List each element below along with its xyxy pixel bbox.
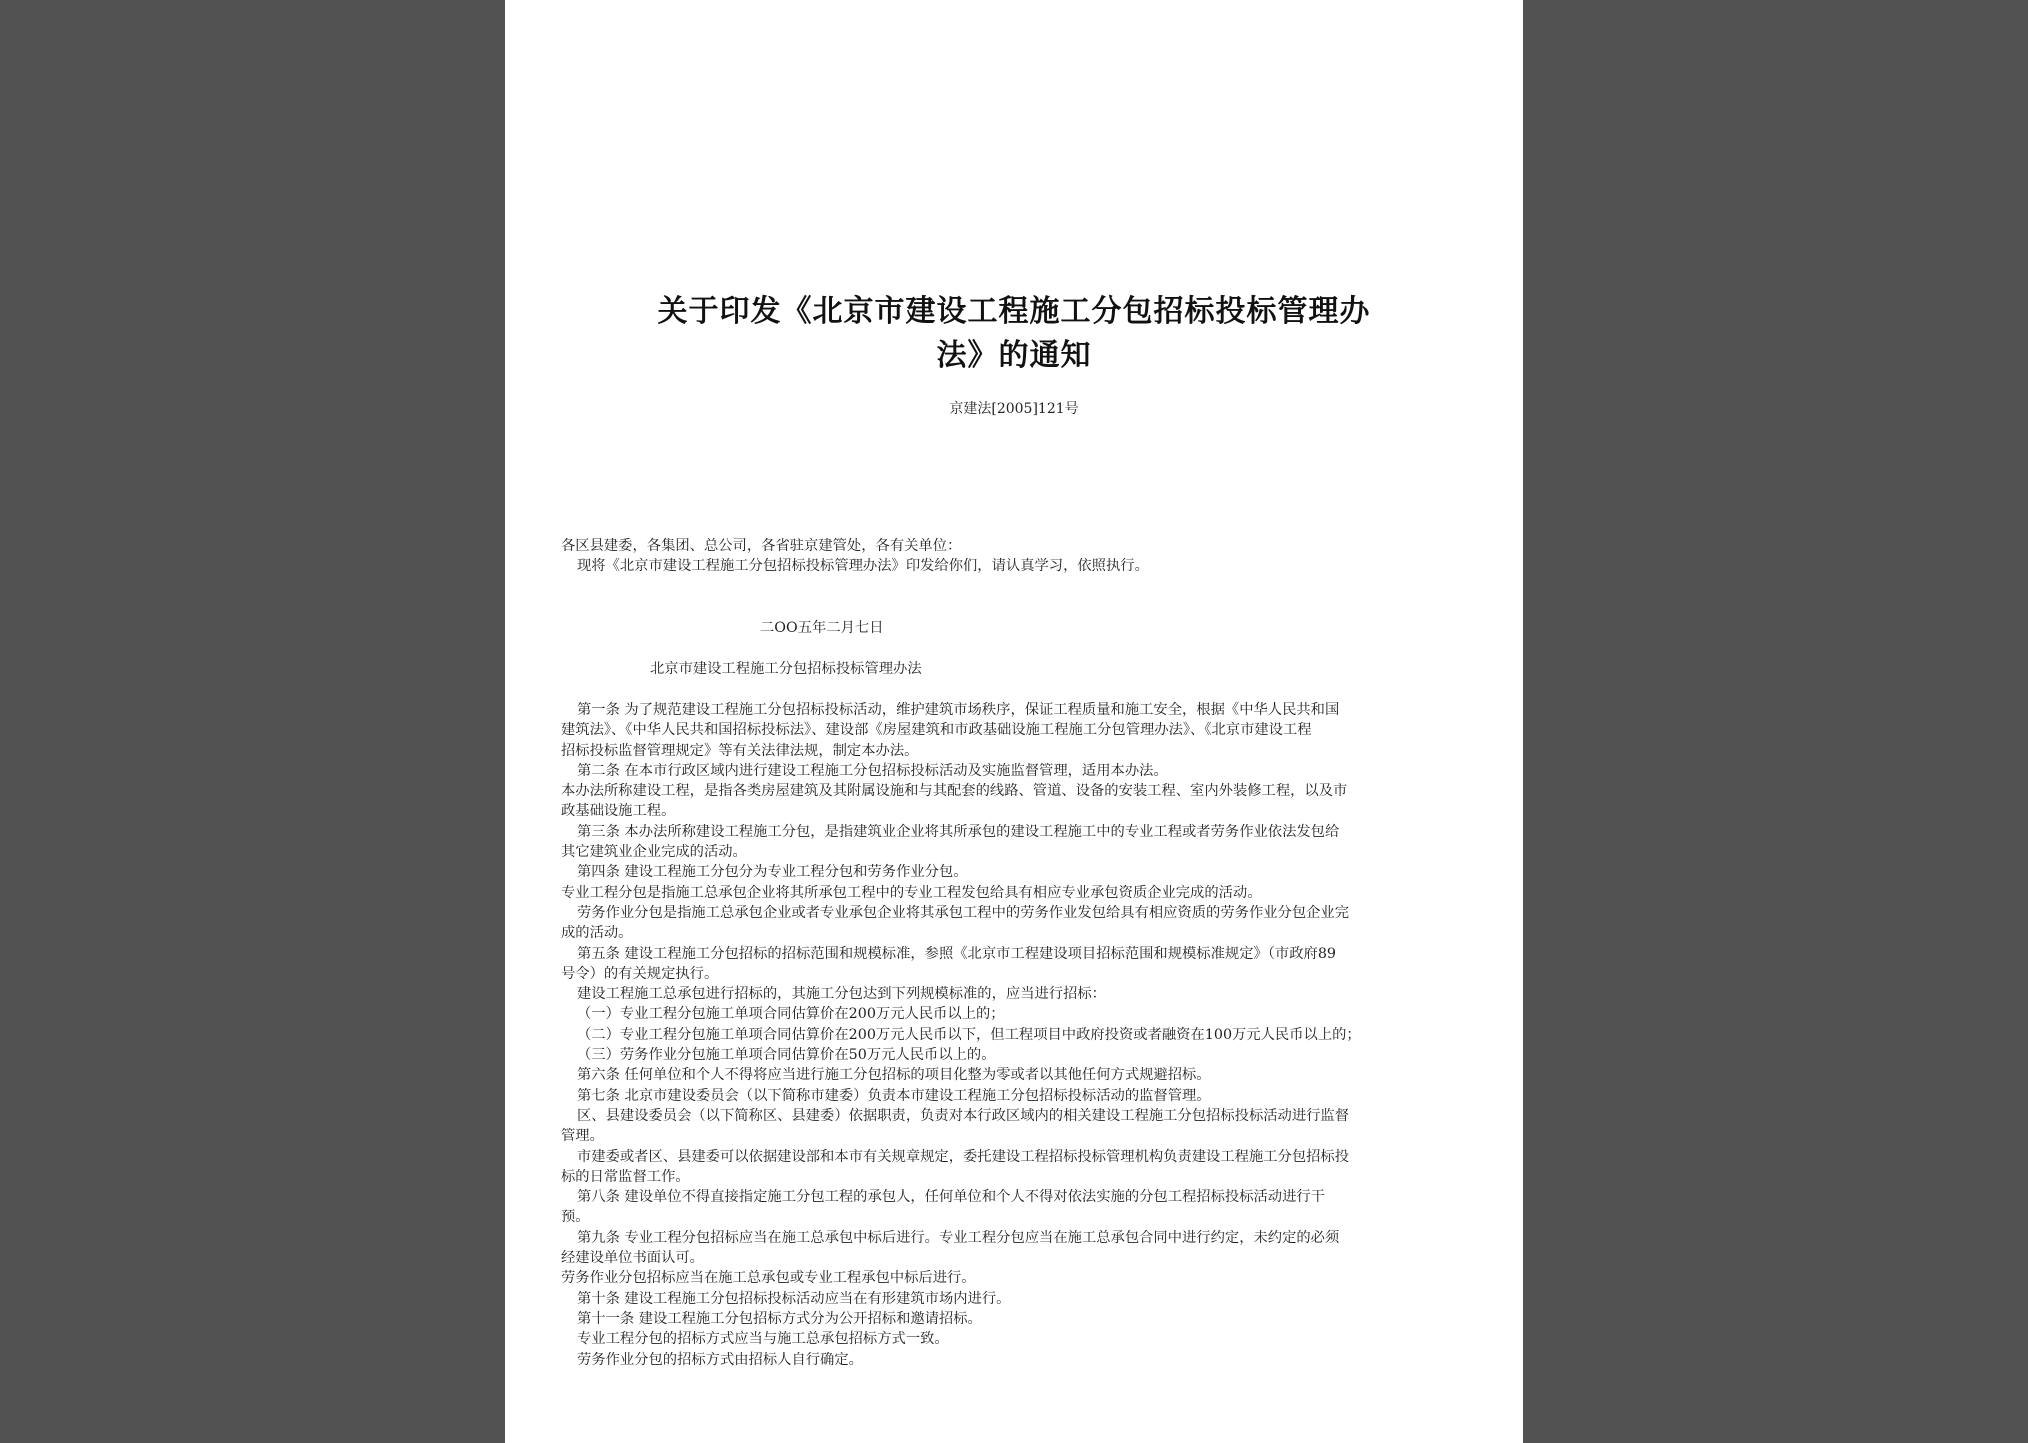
intro-line: 现将《北京市建设工程施工分包招标投标管理办法》印发给你们，请认真学习，依照执行。 (577, 558, 1149, 575)
body-line: 第四条 建设工程施工分包分为专业工程分包和劳务作业分包。 (577, 864, 968, 881)
body-line: 第三条 本办法所称建设工程施工分包，是指建筑业企业将其所承包的建设工程施工中的专业工程或者劳务作业依法发包给 (577, 823, 1340, 840)
body-line: 劳务作业分包的招标方式由招标人自行确定。 (577, 1351, 863, 1368)
body-line: 第八条 建设单位不得直接指定施工分包工程的承包人，任何单位和个人不得对依法实施的分包工程招标投标活动进行干 (577, 1189, 1325, 1206)
body-line: 招标投标监督管理规定》等有关法律法规，制定本办法。 (561, 742, 919, 759)
body-line: 政基础设施工程。 (561, 803, 676, 820)
viewer-background-left (0, 0, 505, 1443)
articles-body (561, 700, 1476, 1370)
body-line: 第十一条 建设工程施工分包招标方式分为公开招标和邀请招标。 (577, 1310, 982, 1327)
body-line: 经建设单位书面认可。 (561, 1250, 704, 1267)
viewer-background-right (1523, 0, 2028, 1443)
document-title (565, 290, 1463, 378)
body-line: 本办法所称建设工程，是指各类房屋建筑及其附属设施和与其配套的线路、管道、设备的安装工程、室内外装修工程，以及市 (561, 783, 1348, 800)
body-line: （二）专业工程分包施工单项合同估算价在200万元人民币以下，但工程项目中政府投资或者融资在100万元人民币以上的； (577, 1026, 1361, 1043)
title-line-2: 法》的通知 (936, 338, 1092, 373)
issue-date: 二OO五年二月七日 (760, 620, 884, 636)
body-line: 第二条 在本市行政区域内进行建设工程施工分包招标投标活动及实施监督管理，适用本办法。 (577, 762, 1168, 779)
body-line: 建筑法》、《中华人民共和国招标投标法》、建设部《房屋建筑和市政基础设施工程施工分包管理办法》、《北京市建设工程 (561, 722, 1312, 739)
body-line: 建设工程施工总承包进行招标的，其施工分包达到下列规模标准的，应当进行招标： (577, 986, 1106, 1003)
body-line: 第六条 任何单位和个人不得将应当进行施工分包招标的项目化整为零或者以其他任何方式规避招标。 (577, 1067, 1211, 1084)
title-line-1: 关于印发《北京市建设工程施工分包招标投标管理办 (657, 294, 1371, 329)
body-line: 第五条 建设工程施工分包招标的招标范围和规模标准，参照《北京市工程建设项目招标范围和规模标准规定》（市政府89 (577, 945, 1337, 962)
body-line: 第七条 北京市建设委员会（以下简称市建委）负责本市建设工程施工分包招标投标活动的监督管理。 (577, 1087, 1211, 1104)
body-line: 第一条 为了规范建设工程施工分包招标投标活动，维护建筑市场秩序，保证工程质量和施工安全，根据《中华人民共和国 (577, 702, 1340, 718)
regulation-title: 北京市建设工程施工分包招标投标管理办法 (650, 661, 922, 677)
body-line: 其它建筑业企业完成的活动。 (561, 844, 747, 861)
body-line: 管理。 (561, 1128, 604, 1145)
body-line: 第九条 专业工程分包招标应当在施工总承包中标后进行。专业工程分包应当在施工总承包合同中进行约定，未约定的必须 (577, 1229, 1340, 1246)
body-line: 号令）的有关规定执行。 (561, 965, 719, 982)
body-line: 市建委或者区、县建委可以依据建设部和本市有关规章规定，委托建设工程招标投标管理机构负责建设工程施工分包招标投 (577, 1148, 1350, 1165)
document-page (505, 0, 1523, 1443)
document-number: 京建法[2005]121号 (949, 401, 1079, 417)
body-line: （三）劳务作业分包施工单项合同估算价在50万元人民币以上的。 (577, 1047, 996, 1064)
body-line: 标的日常监督工作。 (561, 1168, 690, 1185)
body-line: 区、县建设委员会（以下简称区、县建委）依据职责，负责对本行政区域内的相关建设工程施工分包招标投标活动进行监督 (577, 1107, 1350, 1124)
body-line: 第十条 建设工程施工分包招标投标活动应当在有形建筑市场内进行。 (577, 1290, 1011, 1307)
addressee-line: 各区县建委，各集团、总公司，各省驻京建管处，各有关单位： (561, 538, 962, 554)
body-line: 预。 (561, 1209, 590, 1226)
body-line: 劳务作业分包是指施工总承包企业或者专业承包企业将其承包工程中的劳务作业发包给具有相应资质的劳务作业分包企业完 (577, 904, 1350, 921)
body-line: 成的活动。 (561, 925, 633, 942)
body-line: 专业工程分包的招标方式应当与施工总承包招标方式一致。 (577, 1331, 949, 1348)
body-line: （一）专业工程分包施工单项合同估算价在200万元人民币以上的； (577, 1006, 1005, 1023)
addressee-block (561, 536, 1476, 577)
body-line: 劳务作业分包招标应当在施工总承包或专业工程承包中标后进行。 (561, 1270, 976, 1287)
body-line: 专业工程分包是指施工总承包企业将其所承包工程中的专业工程发包给具有相应专业承包资质企业完成的活动。 (561, 884, 1262, 901)
